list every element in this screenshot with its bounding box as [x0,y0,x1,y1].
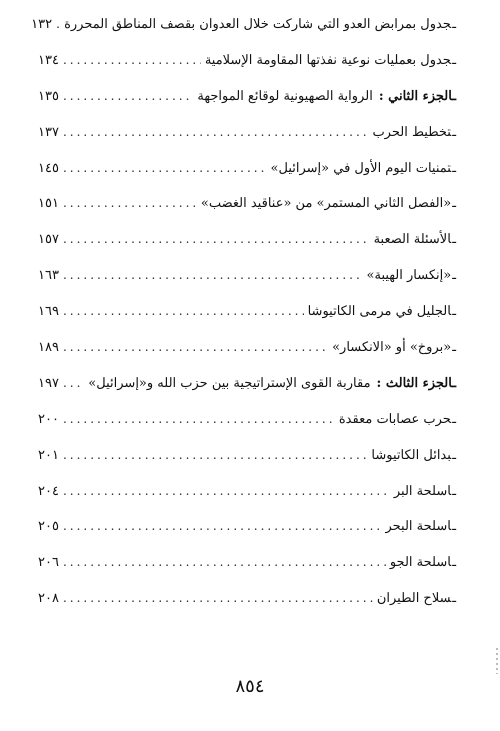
toc-entry-page: ١٣٧ [38,124,59,140]
toc-entry-page: ٢٠٤ [38,483,59,499]
toc-part-entry [38,89,456,125]
toc-entry [38,304,456,340]
toc-entry [38,448,456,484]
dot-leader [59,555,386,569]
toc-entry-title-text: سلاح الطيران [376,591,452,607]
toc-entry-page: ٢٠٥ [38,519,59,535]
toc-entry-title [84,376,456,391]
dot-leader [59,591,373,605]
toc-entry-title-text: تمنيات اليوم الأول في «إسرائيل» [270,160,452,176]
toc-entry-title: ـاسلحة الجو [389,555,456,571]
toc-entry-title-text: الرواية الصهيونية لوقائع المواجهة [197,88,373,104]
toc-entry-page: ١٥١ [38,196,59,212]
toc-entry-title: ـاسلحة البحر [385,519,456,535]
toc-entry-page: ١٨٩ [38,340,59,356]
toc-entry [38,161,456,197]
toc-entry-title-text: تخطيط الحرب [372,124,452,140]
dot-leader [59,268,363,282]
toc-entry-title: ـ«إنكسار الهيبة» [366,268,456,284]
dot-leader [59,376,84,390]
toc-entry-title [193,89,456,104]
toc-entry-title-text: «إنكسار الهيبة» [366,268,452,284]
dot-leader [59,484,390,498]
page-number: ٨٥٤ [235,676,265,697]
toc-entry-title: ـتخطيط الحرب [372,124,456,140]
toc-entry-page: ١٦٩ [38,304,59,320]
toc-entry-title: ـجدول بعمليات نوعية نفذتها المقاومة الإسلامية [204,52,456,68]
toc-entry-page: ٢٠١ [38,447,59,463]
dot-leader [59,448,367,462]
toc-entry [38,196,456,232]
toc-entry-page: ١٤٥ [38,160,59,176]
toc-entry-page: ١٣٢ [31,17,53,32]
toc-entry [38,125,456,161]
toc-entry [38,412,456,448]
toc-entry-title: ـالأسئلة الصعبة [373,232,456,248]
toc-entry-title: ـبدائل الكاتيوشا [371,447,456,463]
toc-entry-page: ١٣٥ [38,88,59,104]
toc-entry [31,17,456,53]
toc-entry-title: ـتمنيات اليوم الأول في «إسرائيل» [270,160,456,176]
toc-part-entry [38,376,456,412]
part-label: ـالجزء الثاني : [378,88,456,104]
dot-leader [59,519,382,533]
toc-entry [38,591,456,627]
dot-leader [59,412,335,426]
toc-entry-title: ـ«الفصل الثاني المستمر» من «عناقيد الغضب» [200,196,456,212]
toc-entry [38,555,456,591]
toc-entry-page: ١٣٤ [38,52,59,68]
toc-entry-title: ـ«بروخ» أو «الانكسار» [332,340,456,356]
table-of-contents [31,17,456,627]
toc-entry-title-text: «بروخ» أو «الانكسار» [332,340,452,356]
dot-leader [59,89,193,103]
page-edge-mark [496,648,498,674]
toc-entry-title-text: جدول بعمليات نوعية نفذتها المقاومة الإسلامية [204,52,452,68]
dot-leader [59,304,304,318]
toc-entry-page: ١٥٧ [38,232,59,248]
toc-entry [38,268,456,304]
toc-entry-title: ـاسلحة البر [393,483,456,499]
toc-entry [38,232,456,268]
toc-entry-title-text: حرب عصابات معقدة [338,411,452,427]
toc-entry-title-text: اسلحة الجو [389,555,452,571]
dot-leader [59,125,368,139]
toc-entry-title-text: بدائل الكاتيوشا [371,447,452,463]
toc-entry-title-text: مقاربة القوى الإستراتيجية بين حزب الله و«إسرائيل» [88,375,371,391]
dot-leader [52,17,60,31]
dot-leader [59,53,201,67]
toc-entry-page: ٢٠٠ [38,411,59,427]
toc-entry-page: ٢٠٨ [38,591,59,607]
toc-entry [38,484,456,520]
toc-entry-page: ٢٠٦ [38,555,59,571]
dot-leader [59,232,370,246]
toc-entry-title-text: الأسئلة الصعبة [373,232,452,248]
dot-leader [59,161,267,175]
toc-entry-title-text: «الفصل الثاني المستمر» من «عناقيد الغضب» [200,196,452,212]
toc-entry [38,519,456,555]
dot-leader [59,196,197,210]
toc-entry-page: ١٦٣ [38,268,59,284]
toc-entry [38,340,456,376]
toc-entry-title: ـحرب عصابات معقدة [338,411,456,427]
toc-entry-title-text: جدول بمرابض العدو التي شاركت خلال العدوان بقصف المناطق المحررة [64,17,452,32]
toc-entry-title: ـجدول بمرابض العدو التي شاركت خلال العدوان بقصف المناطق المحررة [64,17,456,32]
dot-leader [59,340,328,354]
toc-entry [38,53,456,89]
toc-entry-title-text: الجليل في مرمى الكاتيوشا [307,304,452,320]
toc-entry-title-text: اسلحة البر [393,483,452,499]
toc-entry-page: ١٩٧ [38,375,59,391]
toc-entry-title-text: اسلحة البحر [385,519,452,535]
toc-entry-title: ـالجليل في مرمى الكاتيوشا [307,304,456,320]
part-label: ـالجزء الثالث : [376,375,456,391]
toc-entry-title: ـسلاح الطيران [376,591,456,607]
